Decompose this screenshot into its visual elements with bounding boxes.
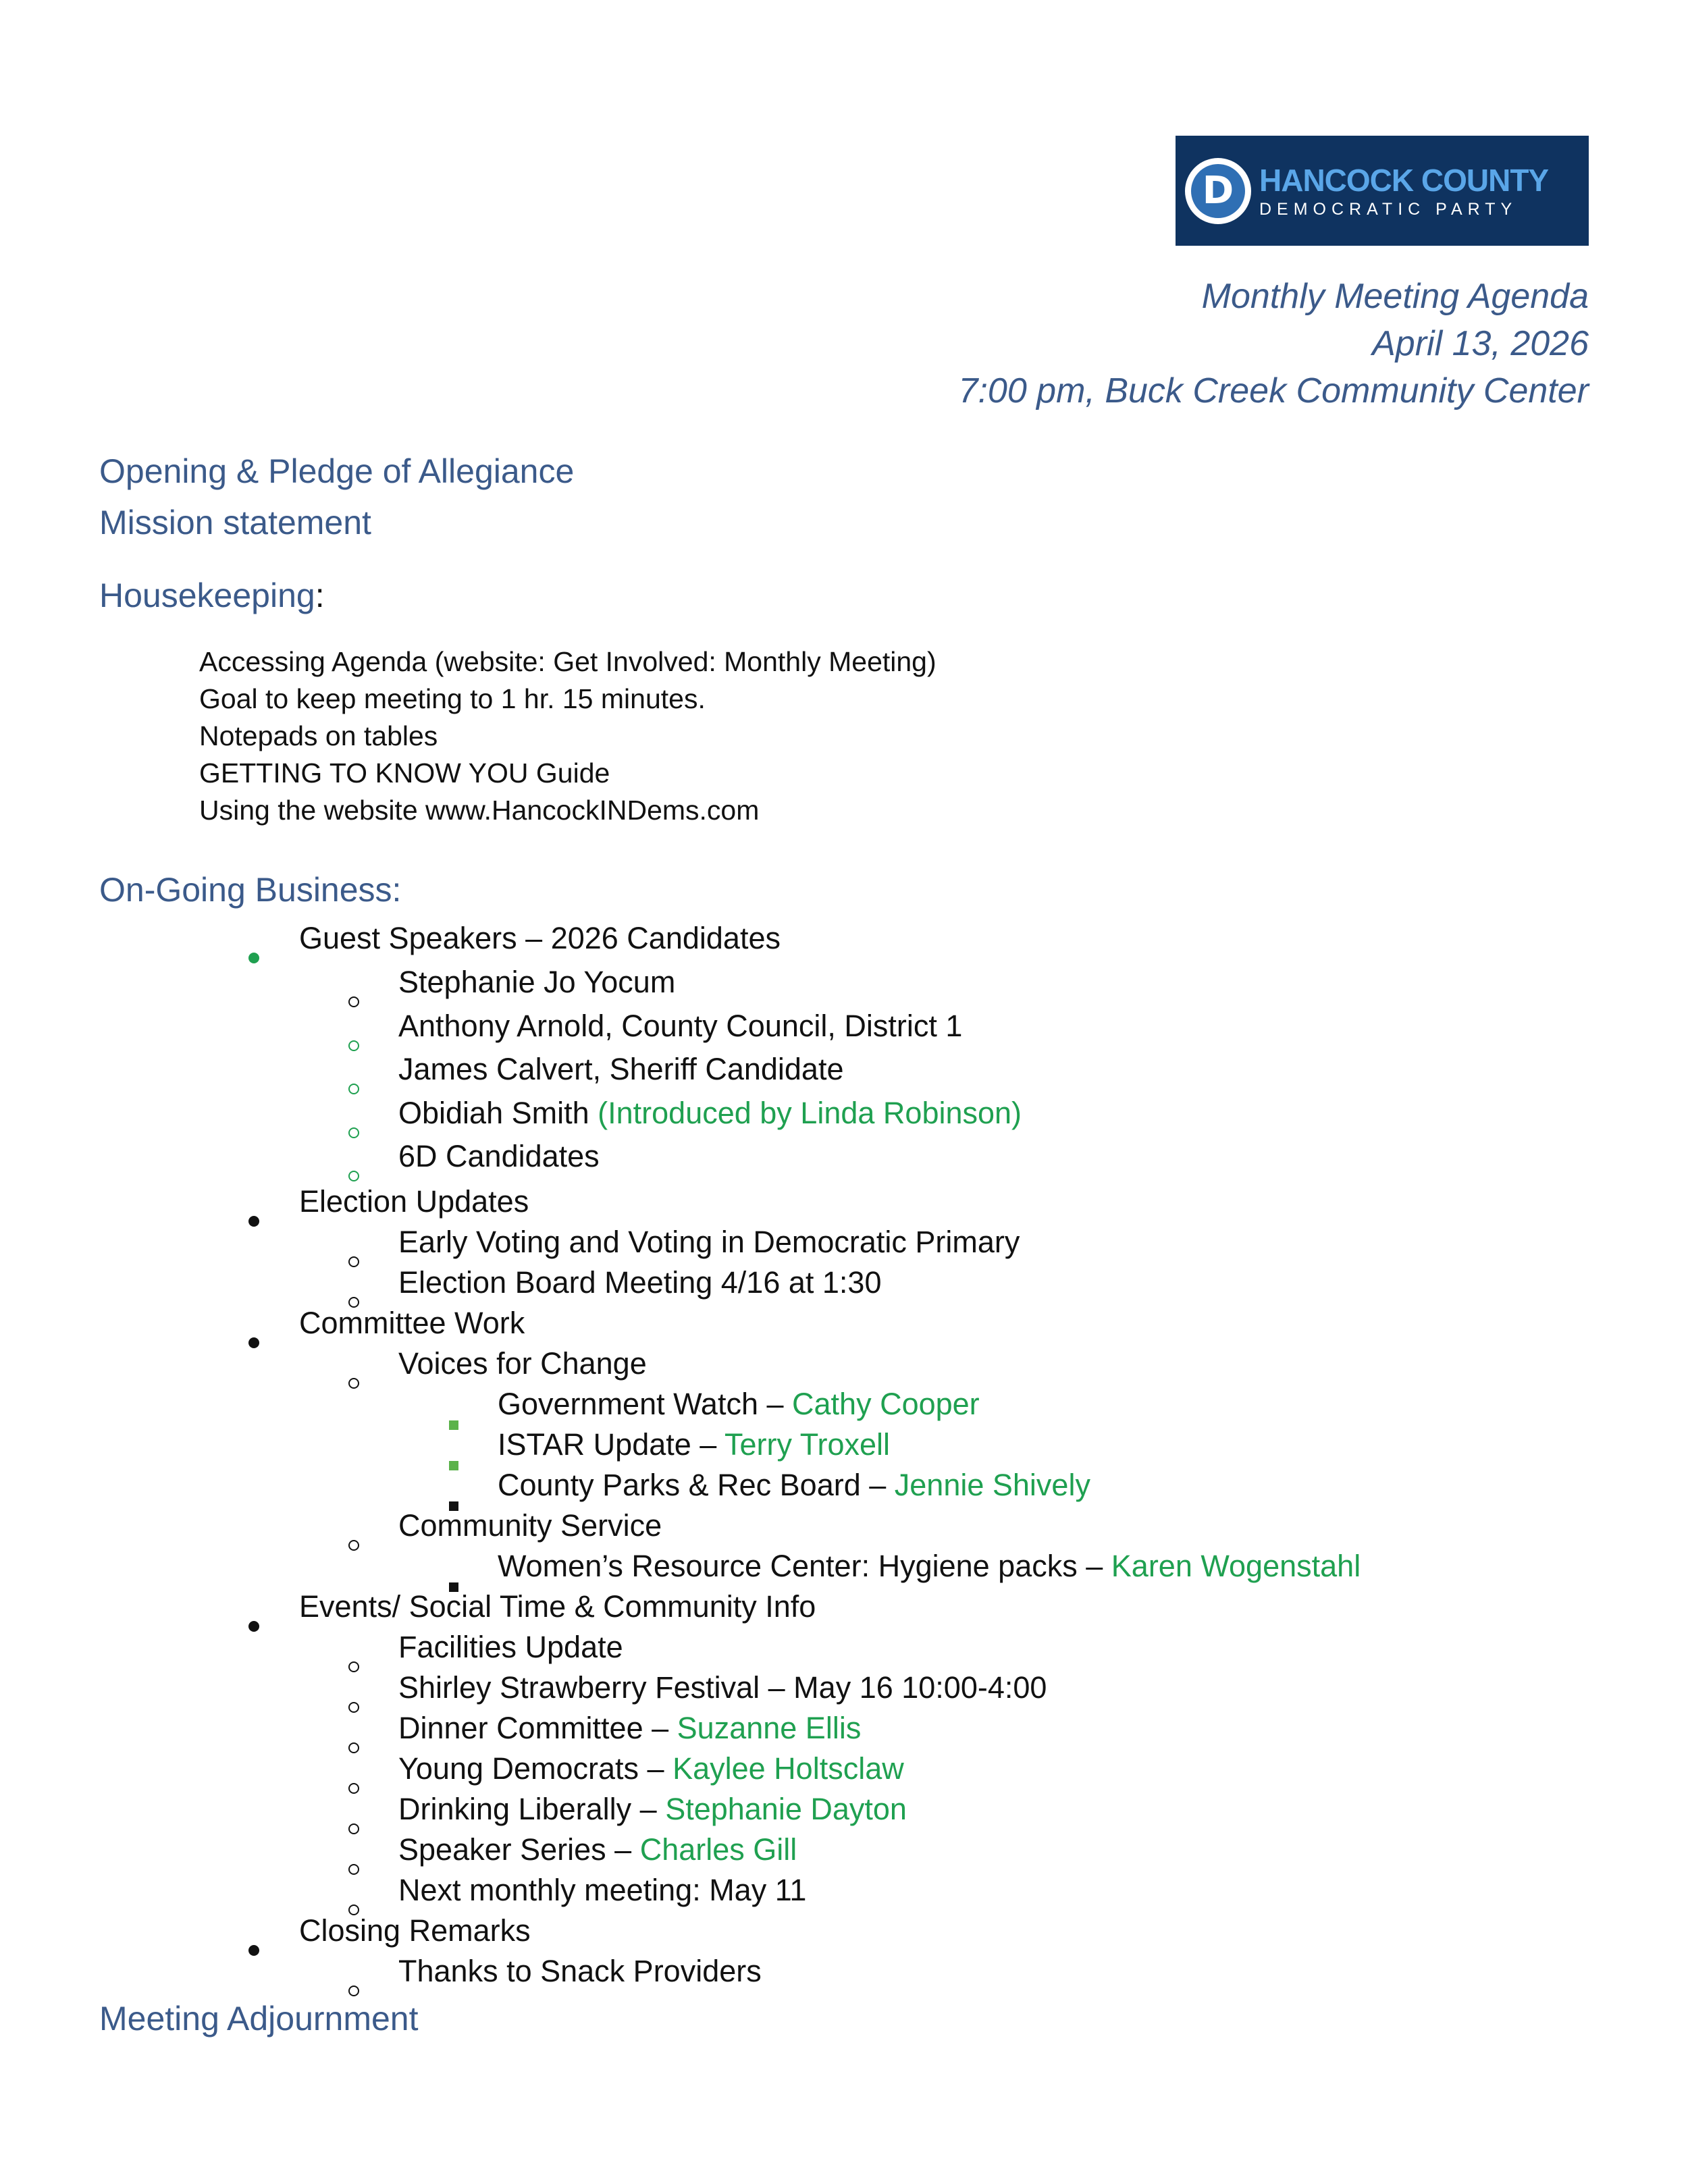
- list-item: Next monthly meeting: May 11: [398, 1870, 806, 1911]
- agenda-item-guest-speakers: Guest Speakers – 2026 Candidates: [299, 918, 781, 959]
- hollow-bullet-icon: [348, 1084, 359, 1094]
- bullet-icon: [248, 953, 259, 963]
- logo-letter: D: [1191, 164, 1245, 218]
- responsible-person: Charles Gill: [639, 1832, 797, 1867]
- square-bullet-icon: [449, 1420, 458, 1430]
- list-item: Accessing Agenda (website: Get Involved: Monthly Meeting): [199, 646, 937, 677]
- list-item: Drinking Liberally – Stephanie Dayton: [398, 1789, 907, 1830]
- meeting-date: April 13, 2026: [1372, 324, 1589, 363]
- square-bullet-icon: [449, 1461, 458, 1470]
- responsible-person: Stephanie Dayton: [665, 1792, 907, 1826]
- bullet-icon: [248, 1216, 259, 1227]
- list-item: GETTING TO KNOW YOU Guide: [199, 757, 610, 789]
- hollow-bullet-icon: [348, 1540, 359, 1551]
- list-item: Speaker Series – Charles Gill: [398, 1830, 797, 1870]
- list-item: Community Service: [398, 1506, 662, 1546]
- hollow-bullet-icon: [348, 1040, 359, 1051]
- bullet-icon: [248, 1945, 259, 1956]
- list-item: Goal to keep meeting to 1 hr. 15 minutes.: [199, 683, 706, 714]
- heading-mission: Mission statement: [99, 504, 371, 541]
- introducer-note: (Introduced by Linda Robinson): [598, 1096, 1022, 1130]
- list-item: Women’s Resource Center: Hygiene packs – Karen Wogenstahl: [498, 1546, 1361, 1587]
- list-item: Government Watch – Cathy Cooper: [498, 1384, 980, 1424]
- hollow-bullet-icon: [348, 1378, 359, 1389]
- logo-emblem-icon: [1185, 158, 1251, 224]
- list-item: Notepads on tables: [199, 720, 438, 751]
- hollow-bullet-icon: [348, 1661, 359, 1672]
- responsible-person: Cathy Cooper: [792, 1387, 980, 1421]
- bullet-icon: [248, 1621, 259, 1632]
- meeting-time-location: 7:00 pm, Buck Creek Community Center: [958, 371, 1589, 410]
- bullet-icon: [248, 1337, 259, 1348]
- list-item: Voices for Change: [398, 1343, 647, 1384]
- hollow-bullet-icon: [348, 1864, 359, 1875]
- agenda-item-closing-remarks: Closing Remarks: [299, 1911, 531, 1951]
- list-item: Shirley Strawberry Festival – May 16 10:00-4:00: [398, 1668, 1047, 1708]
- meeting-info: [959, 273, 1589, 415]
- logo-text: [1259, 163, 1548, 219]
- heading-ongoing-business: On-Going Business:: [99, 871, 402, 909]
- responsible-person: Terry Troxell: [724, 1427, 891, 1462]
- hollow-bullet-icon: [348, 1171, 359, 1181]
- hollow-bullet-icon: [348, 1783, 359, 1794]
- heading-housekeeping-colon: :: [315, 577, 325, 614]
- logo-name: HANCOCK COUNTY: [1259, 162, 1549, 198]
- hollow-bullet-icon: [348, 1127, 359, 1138]
- heading-housekeeping: [99, 574, 325, 617]
- responsible-person: Kaylee Holtsclaw: [672, 1751, 904, 1786]
- list-item: 6D Candidates: [398, 1136, 600, 1177]
- responsible-person: Jennie Shively: [894, 1468, 1090, 1502]
- housekeeping-list: [199, 643, 937, 829]
- list-item: James Calvert, Sheriff Candidate: [398, 1049, 844, 1090]
- responsible-person: Suzanne Ellis: [677, 1711, 862, 1745]
- responsible-person: Karen Wogenstahl: [1111, 1549, 1361, 1583]
- list-item: Election Board Meeting 4/16 at 1:30: [398, 1262, 881, 1303]
- list-item: Young Democrats – Kaylee Holtsclaw: [398, 1749, 904, 1789]
- hollow-bullet-icon: [348, 1742, 359, 1753]
- heading-opening: Opening & Pledge of Allegiance: [99, 452, 575, 490]
- party-logo: [1176, 136, 1589, 246]
- list-item: Stephanie Jo Yocum: [398, 962, 675, 1003]
- heading-housekeeping-label: Housekeeping: [99, 577, 315, 614]
- hollow-bullet-icon: [348, 1986, 359, 1996]
- list-item: County Parks & Rec Board – Jennie Shively: [498, 1465, 1090, 1506]
- list-item: Obidiah Smith (Introduced by Linda Robinson): [398, 1093, 1022, 1134]
- hollow-bullet-icon: [348, 1823, 359, 1834]
- agenda-item-committee-work: Committee Work: [299, 1303, 525, 1343]
- list-item: Thanks to Snack Providers: [398, 1951, 762, 1992]
- logo-subtitle: DEMOCRATIC PARTY: [1259, 199, 1518, 219]
- agenda-item-election-updates: Election Updates: [299, 1181, 529, 1222]
- hollow-bullet-icon: [348, 996, 359, 1007]
- meeting-title: Monthly Meeting Agenda: [1201, 277, 1589, 316]
- list-item: Anthony Arnold, County Council, District 1: [398, 1006, 962, 1046]
- heading-adjournment: Meeting Adjournment: [99, 2000, 419, 2037]
- list-item: ISTAR Update – Terry Troxell: [498, 1424, 890, 1465]
- hollow-bullet-icon: [348, 1702, 359, 1713]
- list-item: Using the website www.HancockINDems.com: [199, 795, 760, 826]
- list-item: Early Voting and Voting in Democratic Primary: [398, 1222, 1020, 1262]
- hollow-bullet-icon: [348, 1256, 359, 1267]
- list-item: Dinner Committee – Suzanne Ellis: [398, 1708, 861, 1749]
- list-item: Facilities Update: [398, 1627, 623, 1668]
- agenda-item-events: Events/ Social Time & Community Info: [299, 1587, 816, 1627]
